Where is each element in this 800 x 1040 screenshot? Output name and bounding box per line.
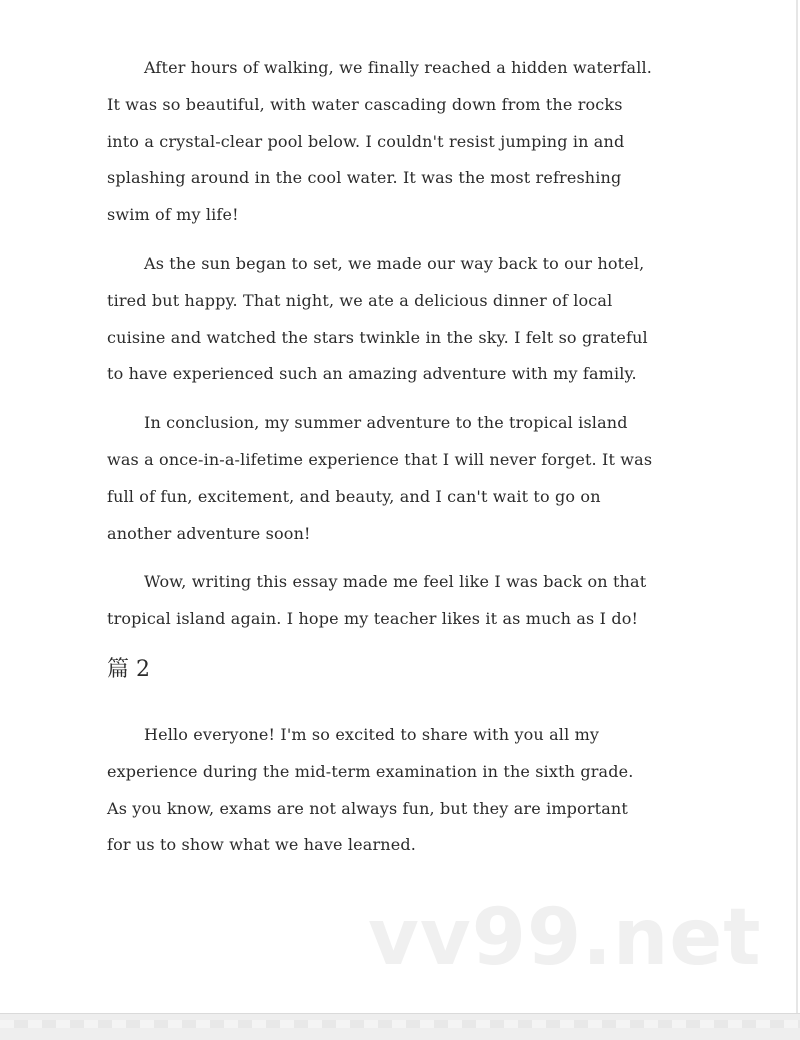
text-line: full of fun, excitement, and beauty, and I can't wait to go on <box>107 486 601 506</box>
text-line: to have experienced such an amazing adventure with my family. <box>107 364 637 384</box>
text-line: It was so beautiful, with water cascading down from the rocks <box>107 94 623 114</box>
text-line: In conclusion, my summer adventure to the tropical island <box>144 413 628 433</box>
paragraph-conclusion <box>107 405 757 552</box>
text-line: Hello everyone! I'm so excited to share with you all my <box>144 724 600 744</box>
text-line: After hours of walking, we finally reached a hidden waterfall. <box>144 58 653 77</box>
paragraph-closing <box>107 564 757 638</box>
section-heading: 篇 2 <box>107 656 150 682</box>
text-line: another adventure soon! <box>107 523 311 543</box>
text-line: As you know, exams are not always fun, but they are important <box>107 798 628 818</box>
text-line: was a once-in-a-lifetime experience that I will never forget. It was <box>107 449 653 469</box>
paragraph-intro-exam <box>107 717 757 864</box>
text-line: for us to show what we have learned. <box>107 835 416 855</box>
watermark: vv99.net <box>368 893 762 983</box>
text-line: splashing around in the cool water. It was the most refreshing <box>107 168 622 188</box>
text-line: cuisine and watched the stars twinkle in the sky. I felt so grateful <box>107 327 648 347</box>
text-line: tropical island again. I hope my teacher likes it as much as I do! <box>107 609 639 629</box>
page-bottom-border <box>0 1013 800 1040</box>
text-line: As the sun began to set, we made our way back to our hotel, <box>144 253 645 273</box>
document-body <box>107 50 757 876</box>
text-line: Wow, writing this essay made me feel like I was back on that <box>144 572 647 592</box>
text-line: experience during the mid-term examination in the sixth grade. <box>107 761 634 781</box>
paragraph-waterfall <box>107 50 757 234</box>
text-line: tired but happy. That night, we ate a delicious dinner of local <box>107 290 613 310</box>
text-line: swim of my life! <box>107 205 239 225</box>
text-line: into a crystal-clear pool below. I couldn't resist jumping in and <box>107 131 625 151</box>
page-bottom-stripe <box>0 1020 800 1028</box>
paragraph-sunset <box>107 246 757 393</box>
